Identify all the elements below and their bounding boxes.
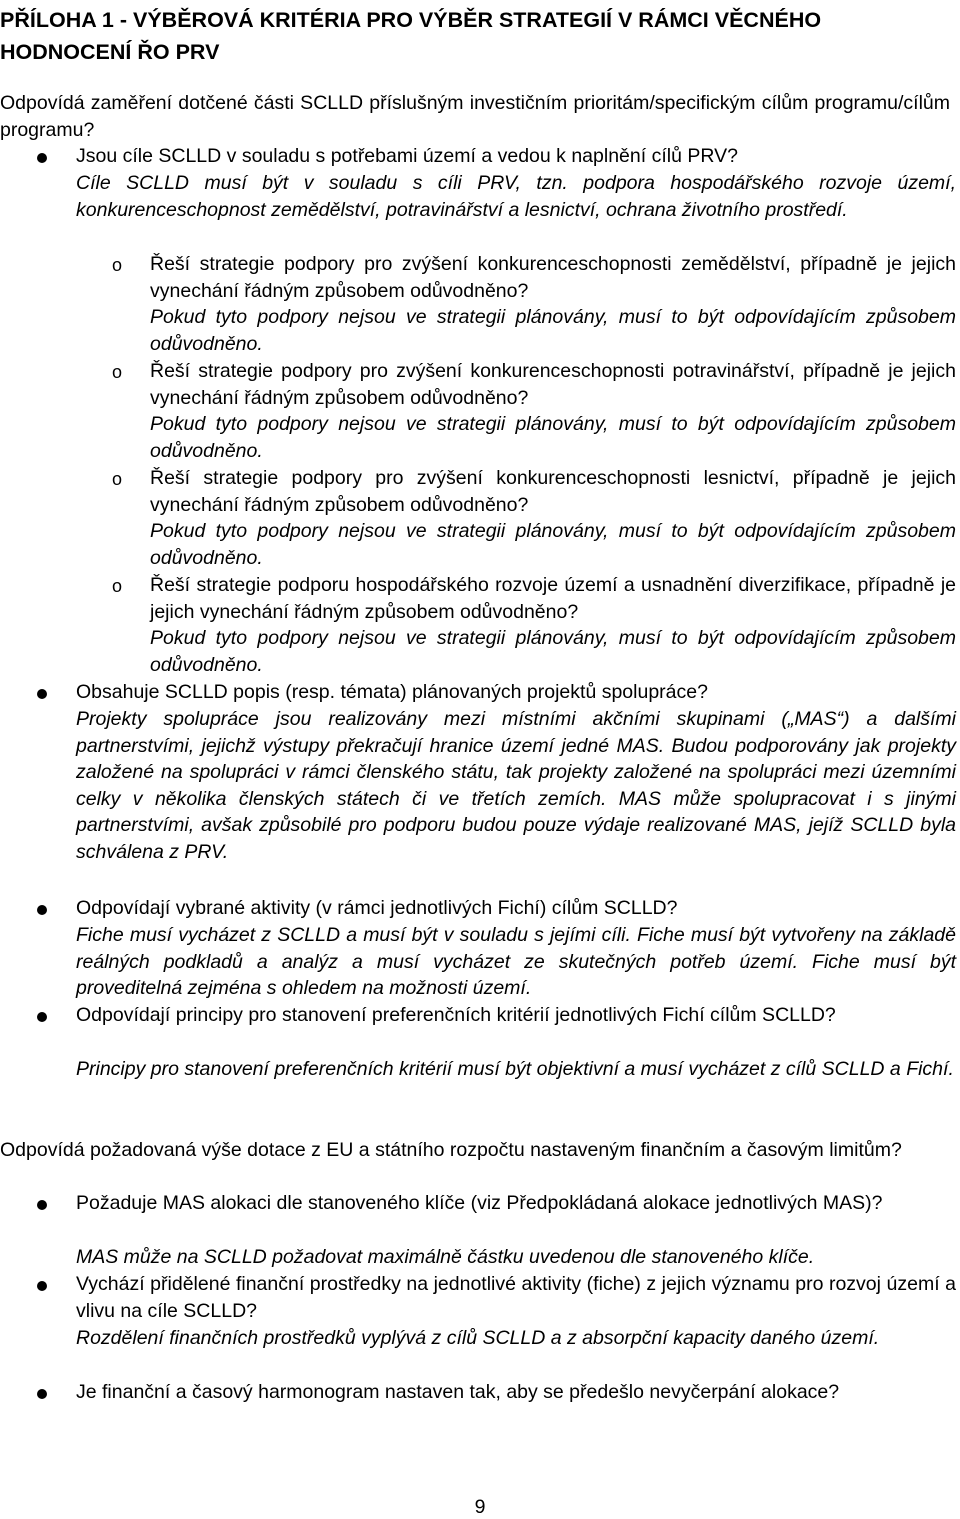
page-title bbox=[0, 4, 940, 68]
section1-b2-question: Obsahuje SCLLD popis (resp. témata) plánovaných projektů spolupráce? bbox=[76, 681, 708, 703]
section1-b1-question: Jsou cíle SCLLD v souladu s potřebami území a vedou k naplnění cílů PRV? bbox=[76, 145, 738, 167]
circle-bullet-icon: o bbox=[112, 362, 123, 382]
page-number: 9 bbox=[474, 1496, 486, 1518]
bullet-icon bbox=[37, 153, 47, 163]
sub4-question: Řeší strategie podporu hospodářského rozvoje území a usnadnění diverzifikace, případně je jejich vynechání řádným způsobem odůvodněno? bbox=[150, 574, 956, 623]
sub1-question: Řeší strategie podpory pro zvýšení konkurenceschopnosti zemědělství, případně je jejich vynechání řádným způsobem odůvodněno? bbox=[150, 253, 956, 302]
section1-b1-answer: Cíle SCLLD musí být v souladu s cíli PRV, tzn. podpora hospodářského rozvoje území, konkurenceschopnost zemědělství, potravinářství a lesnictví, ochrana životního prostředí. bbox=[76, 172, 956, 221]
section1-b3-question: Odpovídají vybrané aktivity (v rámci jednotlivých Fichí) cílům SCLLD? bbox=[76, 897, 678, 919]
sub3-answer: Pokud tyto podpory nejsou ve strategii plánovány, musí to být odpovídajícím způsobem odůvodněno. bbox=[150, 520, 956, 569]
circle-bullet-icon: o bbox=[112, 469, 123, 489]
section2-intro: Odpovídá požadovaná výše dotace z EU a státního rozpočtu nastaveným finančním a časovým limitům? bbox=[0, 1139, 902, 1161]
section1-b2-answer: Projekty spolupráce jsou realizovány mezi místními akčními skupinami („MAS“) a dalšími partnerstvími, jejichž výstupy překračují hranice území jedné MAS. Budou podporovány jak projekty založené na spolupráci v rámci členského státu, tak projekty založené na spolupráci mezi územními celky v několika členských státech či ve třetích zemích. MAS může spolupracovat i s jinými partnerstvími, avšak způsobilé pro podporu budou pouze výdaje realizované MAS, jejíž SCLLD byla schválena z PRV. bbox=[76, 708, 956, 863]
sub1-answer: Pokud tyto podpory nejsou ve strategii plánovány, musí to být odpovídajícím způsobem odůvodněno. bbox=[150, 306, 956, 355]
circle-bullet-icon: o bbox=[112, 255, 123, 275]
bullet-icon bbox=[37, 689, 47, 699]
section1-b3-answer: Fiche musí vycházet z SCLLD a musí být v souladu s jejími cíli. Fiche musí být vytvořeny na základě reálných podkladů a analýz a musí vycházet ze skutečných potřeb území. Fiche musí být proveditelná zejména s ohledem na možnosti území. bbox=[76, 924, 956, 999]
sub4-answer: Pokud tyto podpory nejsou ve strategii plánovány, musí to být odpovídajícím způsobem odůvodněno. bbox=[150, 627, 956, 676]
circle-bullet-icon: o bbox=[112, 576, 123, 596]
bullet-icon bbox=[37, 905, 47, 915]
section1-b4-answer: Principy pro stanovení preferenčních kritérií musí být objektivní a musí vycházet z cílů SCLLD a Fichí. bbox=[76, 1058, 954, 1080]
bullet-icon bbox=[37, 1281, 47, 1291]
section2-b2-answer: Rozdělení finančních prostředků vyplývá z cílů SCLLD a z absorpční kapacity daného území. bbox=[76, 1327, 880, 1349]
section2-b2-question: Vychází přidělené finanční prostředky na jednotlivé aktivity (fiche) z jejich významu pro rozvoj území a vlivu na cíle SCLLD? bbox=[76, 1273, 956, 1322]
section2-b1-question: Požaduje MAS alokaci dle stanoveného klíče (viz Předpokládaná alokace jednotlivých MAS)? bbox=[76, 1192, 883, 1214]
bullet-icon bbox=[37, 1012, 47, 1022]
bullet-icon bbox=[37, 1389, 47, 1399]
section1-b4-question: Odpovídají principy pro stanovení preferenčních kritérií jednotlivých Fichí cílům SCLLD? bbox=[76, 1004, 836, 1026]
sub3-question: Řeší strategie podpory pro zvýšení konkurenceschopnosti lesnictví, případně je jejich vynechání řádným způsobem odůvodněno? bbox=[150, 467, 956, 516]
section2-b1-answer: MAS může na SCLLD požadovat maximálně částku uvedenou dle stanoveného klíče. bbox=[76, 1246, 815, 1268]
title-line-1: PŘÍLOHA 1 - VÝBĚROVÁ KRITÉRIA PRO VÝBĚR STRATEGIÍ V RÁMCI VĚCNÉHO bbox=[0, 8, 822, 32]
bullet-icon bbox=[37, 1200, 47, 1210]
section2-b3-question: Je finanční a časový harmonogram nastaven tak, aby se předešlo nevyčerpání alokace? bbox=[76, 1381, 840, 1403]
sub2-answer: Pokud tyto podpory nejsou ve strategii plánovány, musí to být odpovídajícím způsobem odůvodněno. bbox=[150, 413, 956, 462]
title-line-2: HODNOCENÍ ŘO PRV bbox=[0, 40, 220, 64]
sub2-question: Řeší strategie podpory pro zvýšení konkurenceschopnosti potravinářství, případně je jejich vynechání řádným způsobem odůvodněno? bbox=[150, 360, 956, 409]
section1-intro: Odpovídá zaměření dotčené části SCLLD příslušným investičním prioritám/specifickým cílům programu/cílům programu? bbox=[0, 92, 950, 141]
